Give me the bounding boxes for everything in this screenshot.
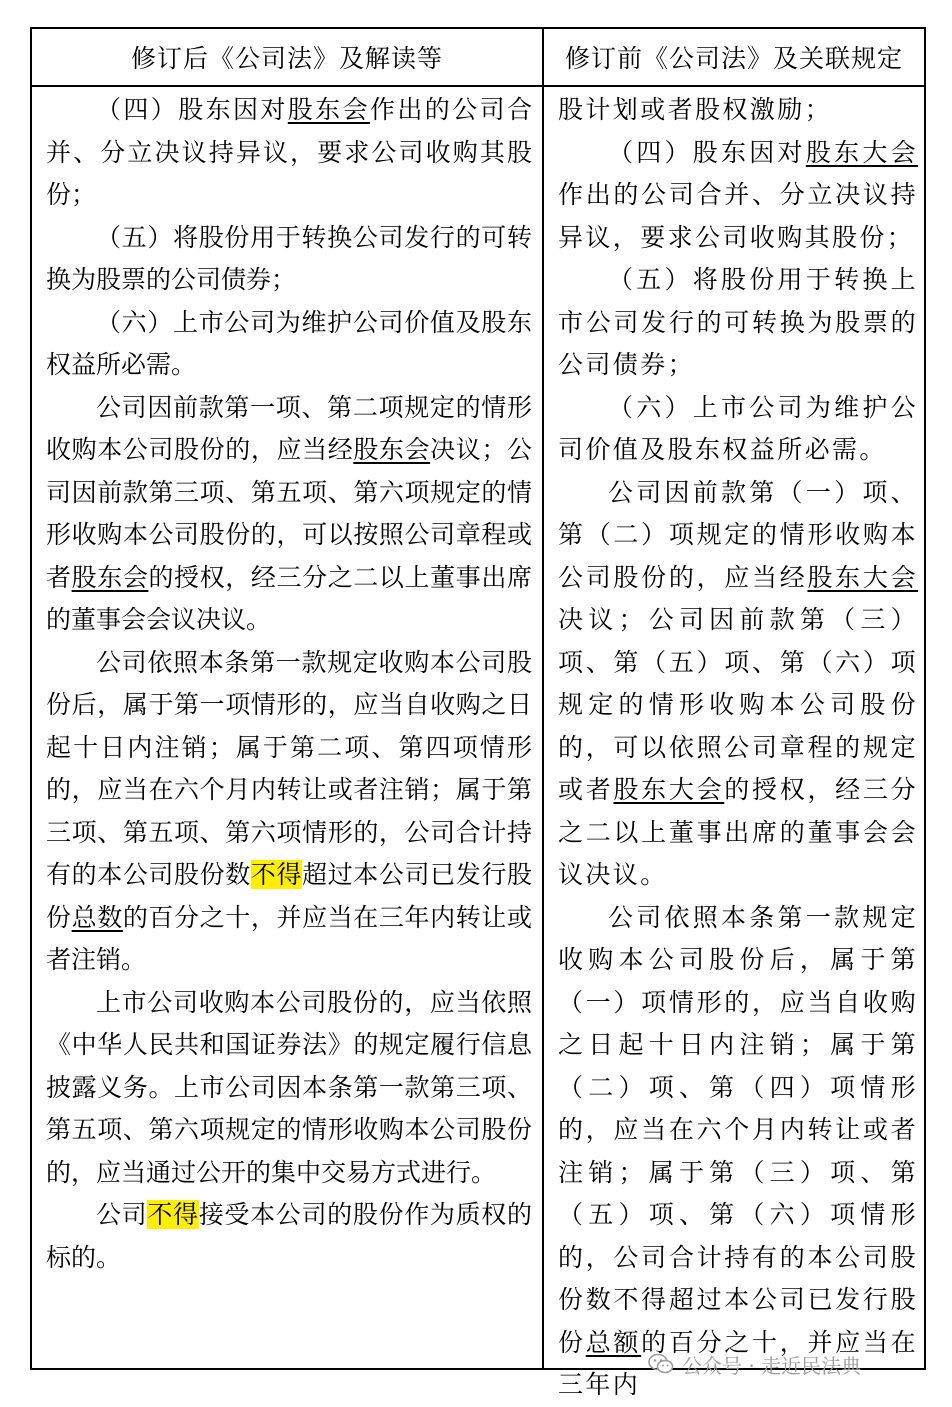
watermark-text: 公众号 · 走近民法典 [682, 1353, 862, 1378]
highlighted-term: 不得 [147, 1200, 199, 1229]
wechat-icon [648, 1353, 674, 1375]
text-run: 的授权，经三分之二以上董事出席的董事会会议决议。 [46, 562, 532, 634]
left-paragraph [46, 302, 532, 387]
text-run: 公司因前款第一项、第二项规定的情形收购本公司股份的，应当经 [46, 392, 532, 464]
text-run: 接受本公司的股份作为质权的标的。 [46, 1200, 532, 1272]
underlined-term: 总额 [585, 1327, 642, 1357]
right-paragraph [558, 89, 918, 132]
header-left: 修订后《公司法》及解读等 [32, 29, 544, 85]
text-run: 超过本公司已发行股份 [46, 860, 532, 932]
text-run: 股计划或者股权激励； [558, 95, 833, 124]
text-run: （四）股东因对 [96, 95, 288, 124]
text-run: （五）将股份用于转换上市公司发行的可转换为股票的公司债券； [558, 265, 918, 379]
watermark [648, 1347, 861, 1381]
underlined-term: 股东会 [353, 435, 431, 464]
right-paragraph [558, 897, 918, 1407]
comparison-table [30, 27, 926, 1399]
text-run: 公司依照本条第一款规定收购本公司股份后，属于第（一）项情形的，应当自收购之日起十日内注销；属于第（二）项、第（四）项情形的，应当在六个月内转让或者注销；属于第（三）项、第（五）项、第（六）项情形的，公司合计持有的本公司股份数不得超过本公司已发行股份 [558, 902, 918, 1357]
text-run: 公司依照本条第一款规定收购本公司股份后，属于第一项情形的，应当自收购之日起十日内注销；属于第二项、第四项情形的，应当在六个月内转让或者注销；属于第三项、第五项、第六项情形的，公司合计持有的本公司股份数 [46, 647, 532, 889]
right-paragraph [558, 259, 918, 387]
text-run: 决议；公司因前款第三项、第五项、第六项规定的情形收购本公司股份的，可以按照公司章程或者 [46, 435, 532, 592]
highlighted-term: 不得 [250, 860, 303, 889]
left-paragraph [46, 982, 532, 1195]
underlined-term: 股东会 [71, 562, 149, 592]
column-divider [542, 85, 544, 1368]
left-paragraph [46, 642, 532, 982]
underlined-term: 股东大会 [807, 562, 918, 592]
right-column-previous-law [558, 87, 918, 1399]
left-paragraph [46, 217, 532, 302]
text-run: （五）将股份用于转换公司发行的可转换为股票的公司债券； [46, 222, 532, 294]
text-run: 作出的公司合并、分立决议持异议，要求公司收购其股份； [46, 95, 532, 209]
text-run: 的授权，经三分之二以上董事出席的董事会会议决议。 [558, 775, 918, 889]
left-column-revised-law [46, 87, 532, 1368]
underlined-term: 股东大会 [613, 775, 725, 804]
header-right: 修订前《公司法》及关联规定 [564, 44, 903, 73]
text-run: 公司因前款第（一）项、第（二）项规定的情形收购本公司股份的，应当经 [558, 477, 918, 592]
text-run: 作出的公司合并、分立决议持异议，要求公司收购其股份； [558, 180, 918, 252]
text-run: （四）股东因对 [608, 137, 806, 167]
text-run: （六）上市公司为维护公司价值及股东权益所必需。 [46, 307, 532, 379]
underlined-term: 总数 [71, 902, 123, 932]
left-paragraph [46, 1194, 532, 1279]
right-paragraph [558, 387, 918, 472]
underlined-term: 股东会 [287, 95, 370, 124]
left-paragraph [46, 89, 532, 217]
left-paragraph [46, 387, 532, 642]
right-paragraph [558, 132, 918, 260]
underlined-term: 股东大会 [805, 137, 918, 167]
right-paragraph [558, 472, 918, 897]
text-run: 的百分之十，并应当在三年内 [558, 1327, 918, 1399]
table-header [32, 29, 924, 87]
text-run: 决议；公司因前款第（三）项、第（五）项、第（六）项规定的情形收购本公司股份的，可以依照公司章程的规定或者 [558, 605, 918, 804]
text-run: 公司 [96, 1200, 148, 1229]
text-run: 的百分之十，并应当在三年内转让或者注销。 [46, 902, 532, 974]
text-run: 上市公司收购本公司股份的，应当依照《中华人民共和国证券法》的规定履行信息披露义务。上市公司因本条第一款第三项、第五项、第六项规定的情形收购本公司股份的，应当通过公开的集中交易方式进行。 [46, 987, 532, 1187]
text-run: （六）上市公司为维护公司价值及股东权益所必需。 [558, 392, 918, 464]
